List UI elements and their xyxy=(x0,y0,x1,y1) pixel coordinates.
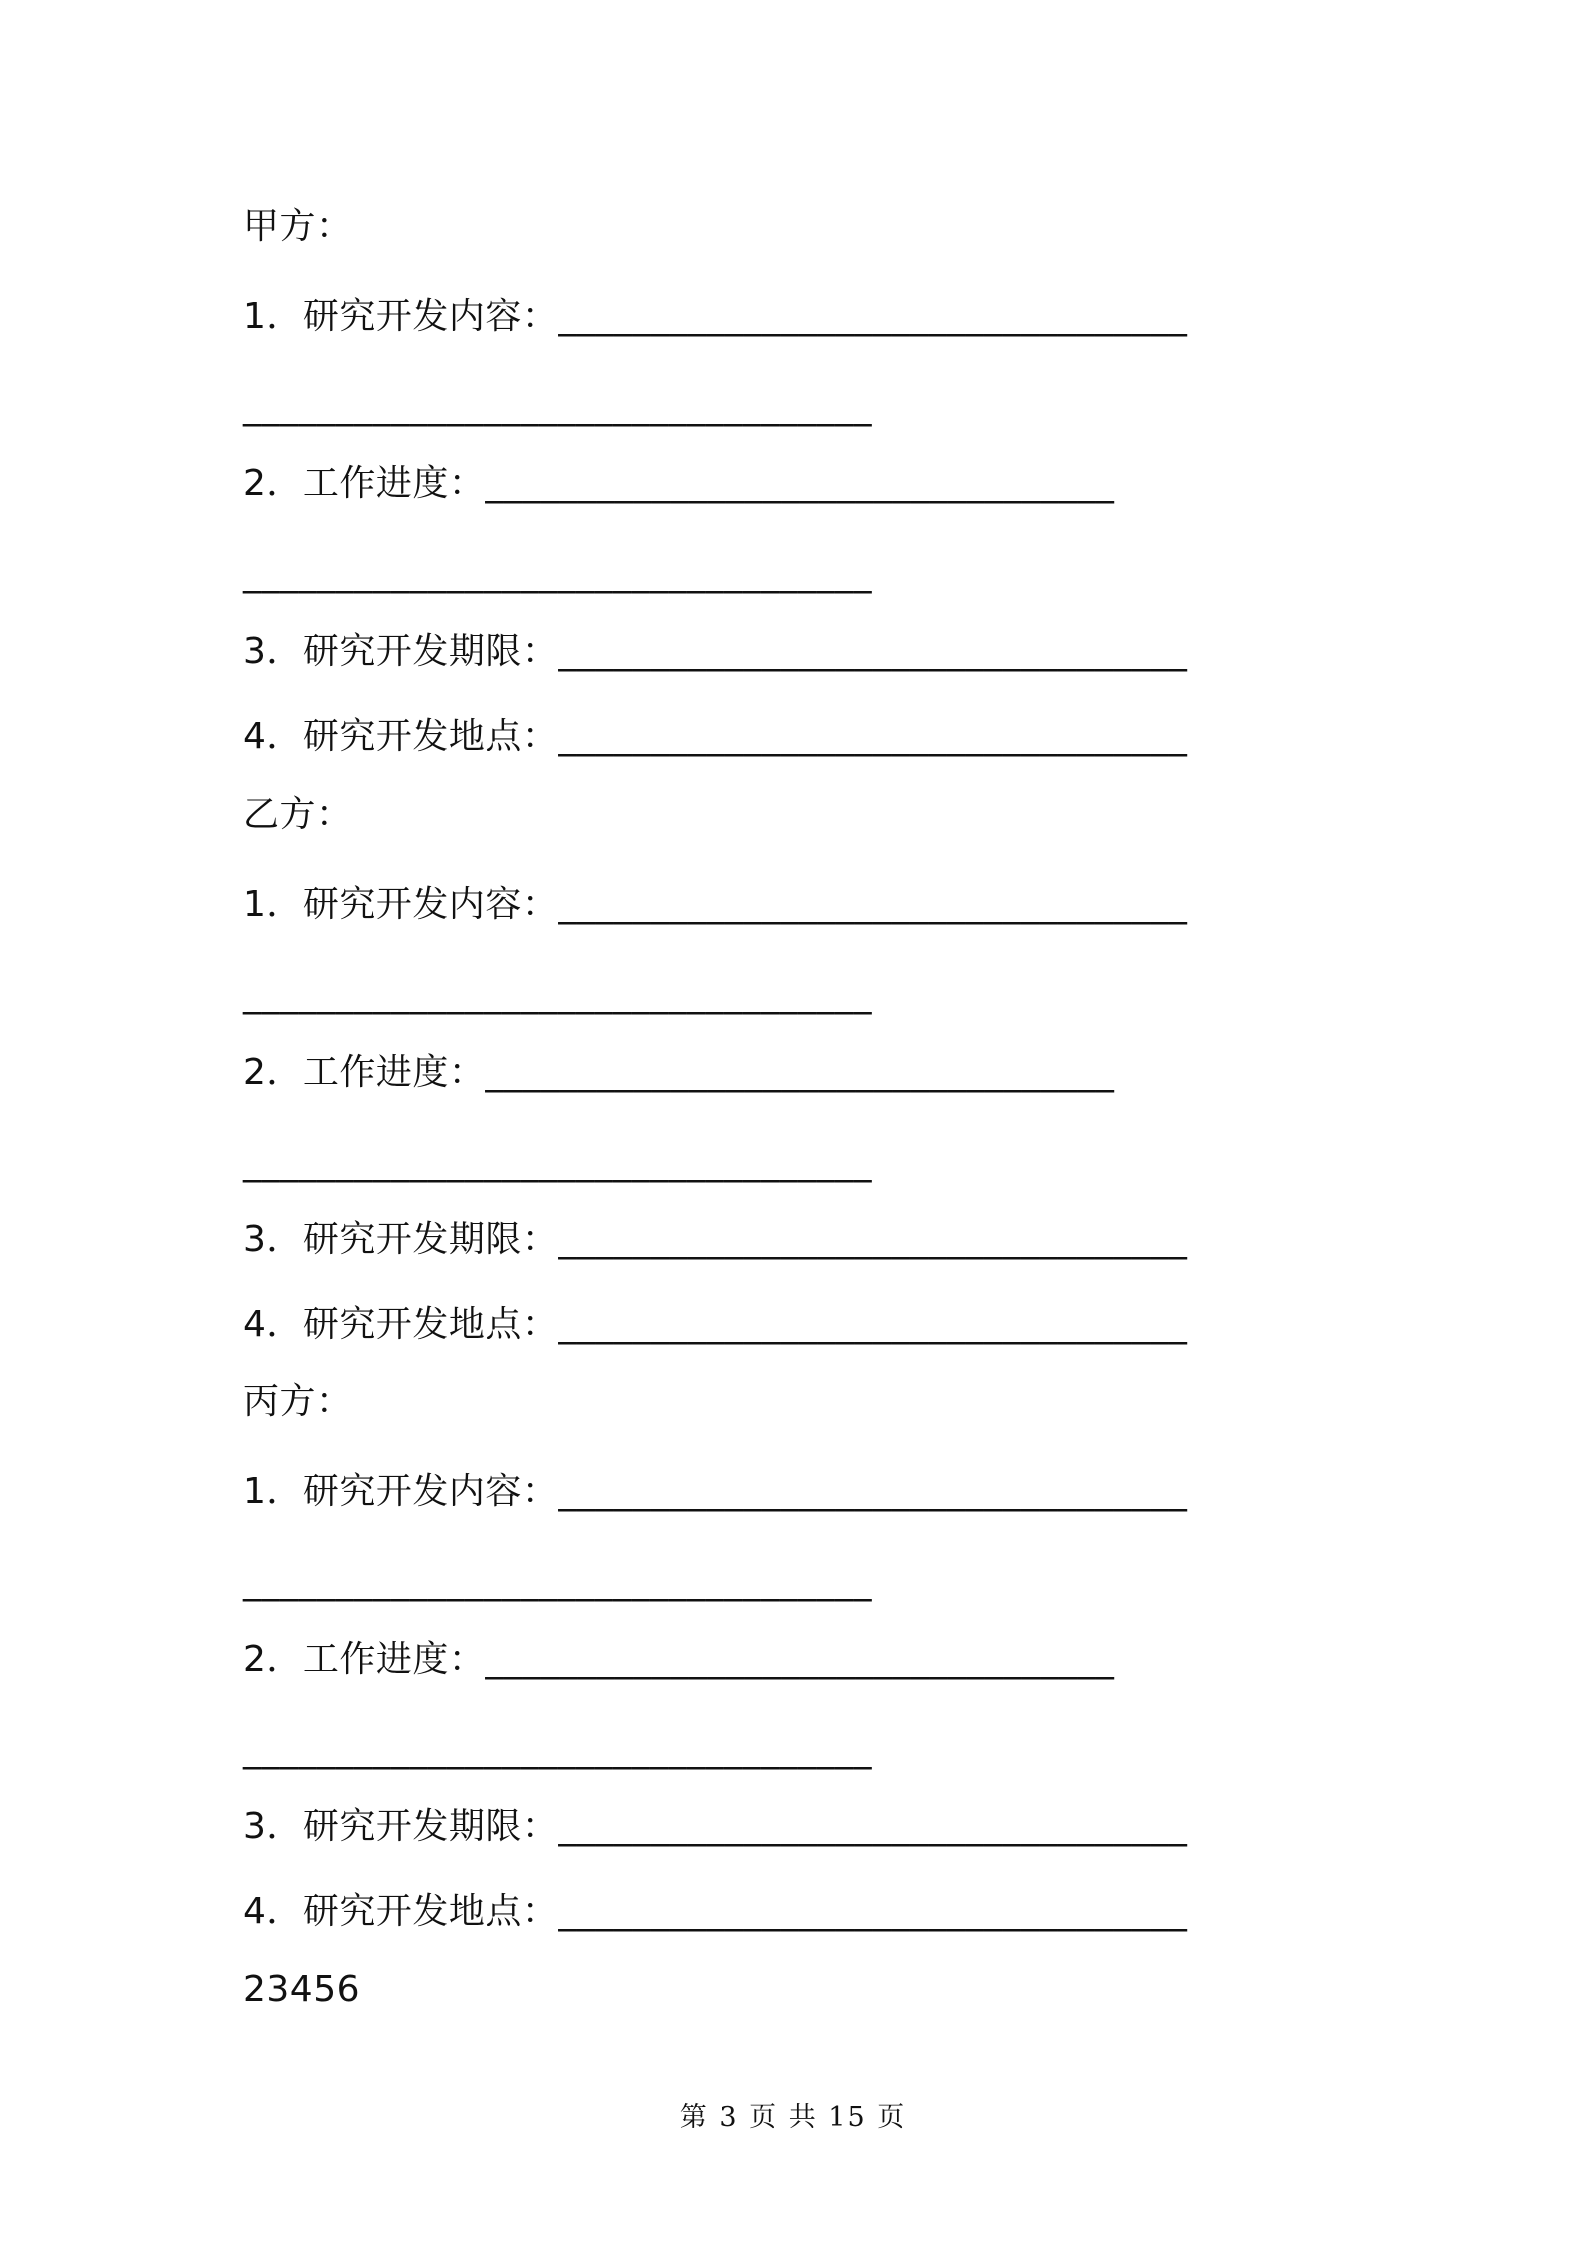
page-number-footer: 第 3 页 共 15 页 xyxy=(679,2102,907,2133)
party-c-heading: 丙方： xyxy=(243,1381,353,1422)
party-b-item-2-continuation: __________________________________ xyxy=(243,1142,872,1183)
party-b-item-1-content: 1．研究开发内容：__________________________________ xyxy=(243,884,1188,925)
party-c-item-4-location: 4．研究开发地点：__________________________________ xyxy=(243,1891,1188,1932)
party-a-heading: 甲方： xyxy=(243,206,353,247)
party-c-item-2-continuation: __________________________________ xyxy=(243,1729,872,1770)
party-c-item-1-continuation: __________________________________ xyxy=(243,1561,872,1602)
party-c-item-1-content: 1．研究开发内容：__________________________________ xyxy=(243,1471,1188,1512)
party-c-item-3-period: 3．研究开发期限：__________________________________ xyxy=(243,1806,1188,1847)
party-b-item-3-period: 3．研究开发期限：__________________________________ xyxy=(243,1219,1188,1260)
party-a-item-4-location: 4．研究开发地点：__________________________________ xyxy=(243,716,1188,757)
party-a-item-2-progress: 2．工作进度：__________________________________ xyxy=(243,463,1115,504)
trailing-number-text: 23456 xyxy=(243,1969,361,2010)
party-b-item-2-progress: 2．工作进度：__________________________________ xyxy=(243,1052,1115,1093)
party-c-item-2-progress: 2．工作进度：__________________________________ xyxy=(243,1639,1115,1680)
party-b-heading: 乙方： xyxy=(243,794,353,835)
party-b-item-1-continuation: __________________________________ xyxy=(243,974,872,1015)
party-a-item-2-continuation: __________________________________ xyxy=(243,553,872,594)
party-a-item-3-period: 3．研究开发期限：__________________________________ xyxy=(243,631,1188,672)
party-b-item-4-location: 4．研究开发地点：__________________________________ xyxy=(243,1304,1188,1345)
party-a-item-1-continuation: __________________________________ xyxy=(243,386,872,427)
party-a-item-1-content: 1．研究开发内容：__________________________________ xyxy=(243,296,1188,337)
